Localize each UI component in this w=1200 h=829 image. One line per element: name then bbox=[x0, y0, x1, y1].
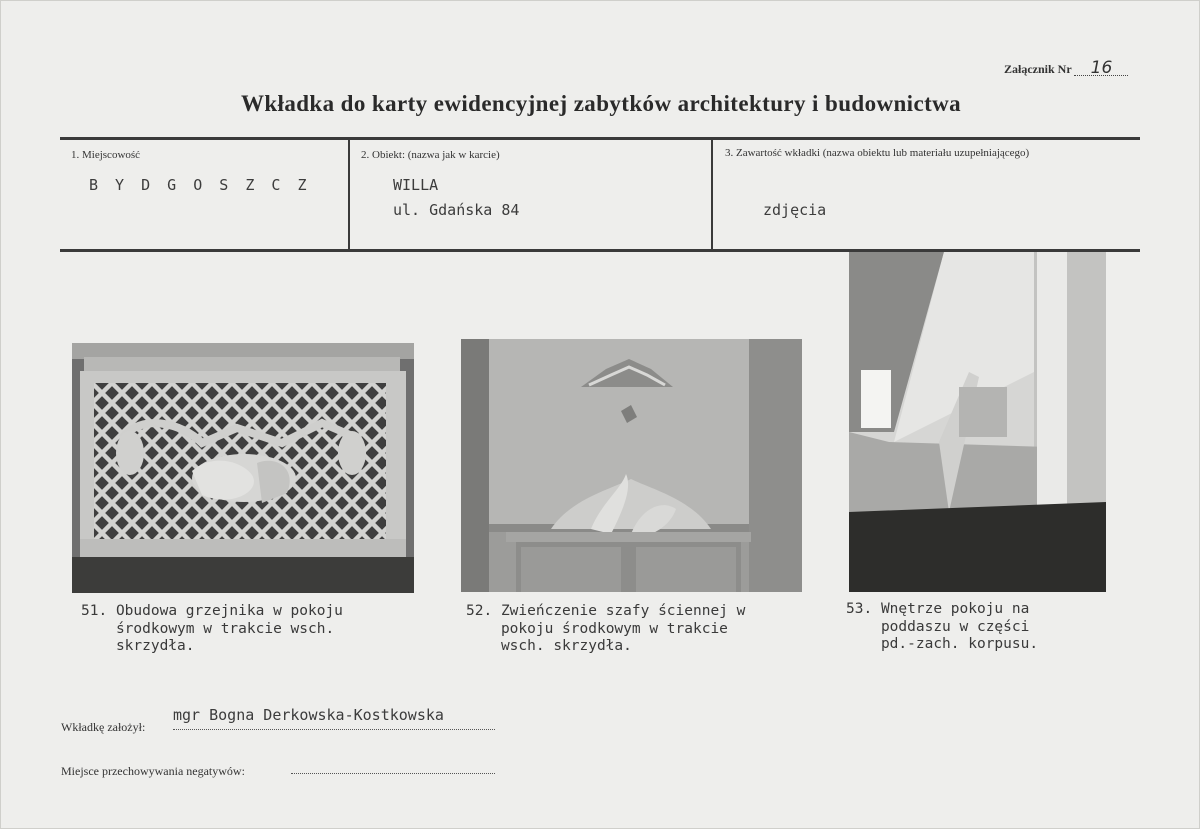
photo-caption-51 bbox=[81, 603, 343, 656]
photo-wardrobe-crown bbox=[461, 339, 802, 592]
caption-text-52: Zwieńczenie szafy ściennej w pokoju środkowym w trakcie wsch. skrzydła. bbox=[500, 603, 746, 654]
field-contents-value: zdjęcia bbox=[763, 201, 827, 219]
caption-text-53: Wnętrze pokoju na poddaszu w części pd.-zach. korpusu. bbox=[880, 601, 1039, 652]
photo-radiator-cover bbox=[72, 343, 414, 593]
radiator-cover-image bbox=[72, 343, 414, 593]
photo-caption-53 bbox=[846, 601, 1038, 654]
negatives-dotted-line bbox=[291, 773, 495, 774]
caption-text-51: Obudowa grzejnika w pokoju środkowym w trakcie wsch. skrzydła. bbox=[115, 603, 343, 654]
caption-number-52: 52. bbox=[466, 603, 493, 619]
field-locality-value: B Y D G O S Z C Z bbox=[89, 176, 311, 194]
caption-number-51: 51. bbox=[81, 603, 108, 619]
column-divider-1 bbox=[348, 140, 350, 250]
annex-number bbox=[1004, 58, 1128, 78]
field-locality-header: 1. Miejscowość bbox=[71, 149, 141, 161]
caption-number-53: 53. bbox=[846, 601, 873, 617]
field-object-line-2: ul. Gdańska 84 bbox=[393, 201, 520, 219]
annex-number-value: 16 bbox=[1074, 61, 1128, 76]
author-label: Wkładkę założył: bbox=[61, 720, 146, 734]
annex-label: Załącznik Nr bbox=[1004, 62, 1072, 76]
author-dotted-line bbox=[173, 729, 495, 730]
author-value: mgr Bogna Derkowska-Kostkowska bbox=[173, 706, 444, 724]
attic-interior-image bbox=[849, 252, 1106, 592]
page-title: Wkładka do karty ewidencyjnej zabytków architektury i budownictwa bbox=[240, 91, 962, 116]
field-contents-header: 3. Zawartość wkładki (nazwa obiektu lub materiału uzupełniającego) bbox=[725, 147, 1030, 159]
negatives-location-label: Miejsce przechowywania negatywów: bbox=[61, 764, 245, 778]
field-object-line-1: WILLA bbox=[393, 176, 439, 194]
header-top-rule bbox=[60, 137, 1140, 140]
column-divider-2 bbox=[711, 140, 713, 250]
photo-caption-52 bbox=[466, 603, 745, 656]
photo-attic-interior bbox=[849, 252, 1106, 592]
field-object-header: 2. Obiekt: (nazwa jak w karcie) bbox=[361, 149, 500, 161]
wardrobe-crown-image bbox=[461, 339, 802, 592]
